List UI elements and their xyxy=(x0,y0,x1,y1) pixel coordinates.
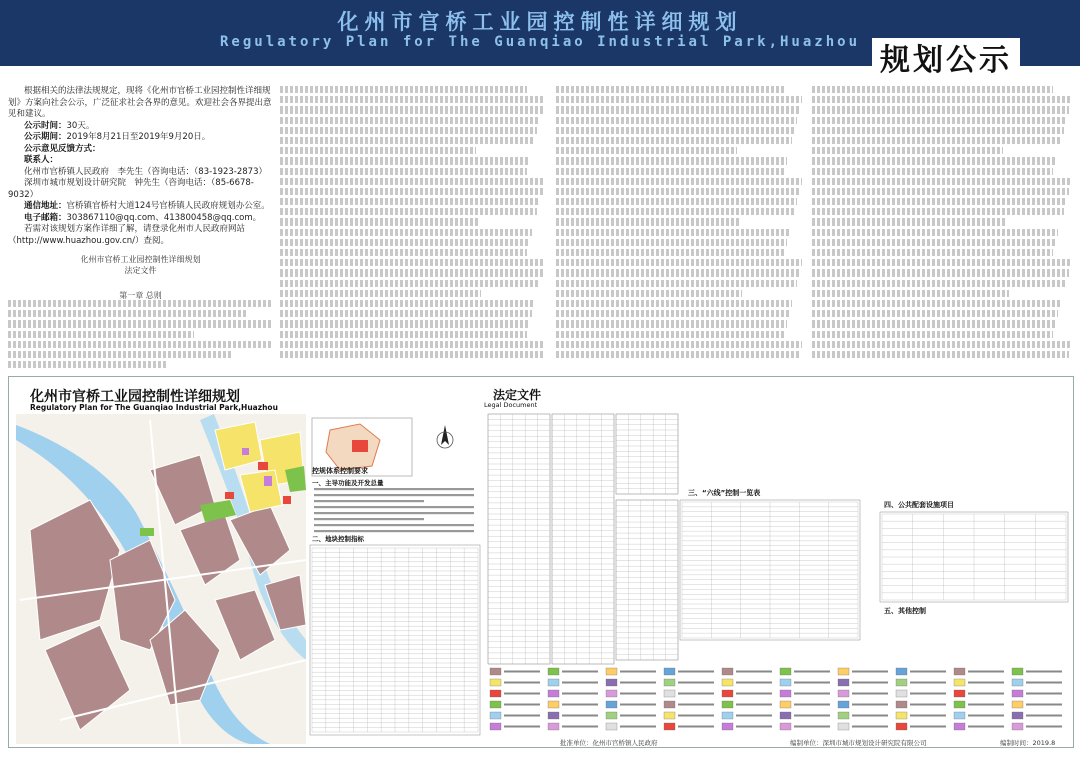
legend-swatch xyxy=(490,668,501,675)
legend-label xyxy=(736,715,772,717)
legend-swatch xyxy=(606,723,617,730)
legend-swatch xyxy=(548,712,559,719)
legend-swatch xyxy=(954,701,965,708)
section-e: 五、其他控制 xyxy=(884,607,926,615)
legal-title: 法定文件 xyxy=(493,388,542,402)
footer-date: 编制时间：2019.8 xyxy=(1000,739,1056,747)
commercial-block xyxy=(225,492,234,499)
control-text-line xyxy=(314,500,424,502)
legend-label xyxy=(736,704,772,706)
control-text-line xyxy=(314,494,474,496)
footer-designer: 编制单位：深圳市城市规划设计研究院有限公司 xyxy=(790,739,927,747)
legend-label xyxy=(910,693,946,695)
legend-swatch xyxy=(664,723,675,730)
announcement-label: 规划公示 xyxy=(872,38,1020,84)
legend-swatch xyxy=(606,712,617,719)
address-value: 官桥镇官桥村大道124号官桥镇人民政府规划办公室。 xyxy=(66,201,270,211)
legend-swatch xyxy=(1012,712,1023,719)
legend-swatch xyxy=(896,679,907,686)
legal-table xyxy=(552,414,614,664)
green-block xyxy=(140,528,154,536)
legend-swatch xyxy=(896,712,907,719)
legend-label xyxy=(620,671,656,673)
legend-swatch xyxy=(664,701,675,708)
legend-swatch xyxy=(780,679,791,686)
legal-table xyxy=(616,414,678,494)
legend-swatch xyxy=(722,690,733,697)
legend-label xyxy=(968,682,1004,684)
legend-label xyxy=(968,715,1004,717)
block-table-grid xyxy=(312,548,478,732)
legend-swatch xyxy=(1012,723,1023,730)
legend-label xyxy=(504,715,540,717)
legend-swatch xyxy=(896,701,907,708)
legend-swatch xyxy=(548,701,559,708)
legend-swatch xyxy=(548,723,559,730)
legend-label xyxy=(562,671,598,673)
legend-swatch xyxy=(664,679,675,686)
commercial-block xyxy=(258,462,268,470)
legend-label xyxy=(678,671,714,673)
legend-swatch xyxy=(838,690,849,697)
legend-label xyxy=(504,704,540,706)
banner-subtitle: Regulatory Plan for The Guanqiao Industrial Park,Huazhou xyxy=(219,34,860,50)
legend-swatch xyxy=(1012,679,1023,686)
legend-swatch xyxy=(548,690,559,697)
section-a: 一、主导功能及开发总量 xyxy=(312,479,384,487)
legend-swatch xyxy=(722,668,733,675)
doc-subtitle: 法定文件 xyxy=(124,266,157,275)
legend-label xyxy=(1026,726,1062,728)
feedback-label: 公示意见反馈方式： xyxy=(24,143,101,154)
legend-swatch xyxy=(838,679,849,686)
legend-label xyxy=(794,693,830,695)
legend-label xyxy=(910,671,946,673)
section-control: 控规体系控制要求 xyxy=(312,467,368,475)
control-text-line xyxy=(314,530,474,532)
legend-label xyxy=(910,682,946,684)
legend-label xyxy=(678,726,714,728)
legend-label xyxy=(1026,715,1062,717)
legend-swatch xyxy=(780,701,791,708)
period-label: 公示时间： xyxy=(24,120,67,131)
legend-swatch xyxy=(896,723,907,730)
email-label: 电子邮箱： xyxy=(24,212,67,223)
location-marker xyxy=(352,440,368,452)
control-text-line xyxy=(314,506,474,508)
legend-label xyxy=(852,682,888,684)
commercial-block xyxy=(283,496,291,504)
dates-value: 2019年8月21日至2019年9月20日。 xyxy=(66,132,211,142)
legend-label xyxy=(852,671,888,673)
legend-swatch xyxy=(1012,668,1023,675)
control-text-line xyxy=(314,524,474,526)
legend-swatch xyxy=(548,679,559,686)
legend-swatch xyxy=(954,679,965,686)
legend-label xyxy=(504,671,540,673)
legend-swatch xyxy=(954,690,965,697)
legend-swatch xyxy=(838,723,849,730)
control-text-line xyxy=(314,488,474,490)
legend-label xyxy=(562,715,598,717)
legend-label xyxy=(678,715,714,717)
board-subtitle: Regulatory Plan for The Guanqiao Industrial Park,Huazhou xyxy=(30,403,278,412)
map-legend xyxy=(490,668,1062,730)
legend-swatch xyxy=(1012,701,1023,708)
legend-label xyxy=(852,726,888,728)
legend-label xyxy=(678,682,714,684)
legend-swatch xyxy=(838,712,849,719)
legend-label xyxy=(620,726,656,728)
website-link[interactable]: 若需对该规划方案作详细了解，请登录化州市人民政府网站（http://www.huazhou.gov.cn/）查阅。 xyxy=(8,224,246,246)
legend-label xyxy=(620,704,656,706)
legend-swatch xyxy=(664,690,675,697)
legend-label xyxy=(910,715,946,717)
legend-label xyxy=(678,704,714,706)
contact-row-2: 深圳市城市规划设计研究院 钟先生（咨询电话：（85-6678-9032） xyxy=(8,178,254,200)
legend-label xyxy=(968,704,1004,706)
legend-label xyxy=(736,693,772,695)
legend-label xyxy=(562,726,598,728)
chapter-heading: 第一章 总则 xyxy=(119,291,162,300)
legend-label xyxy=(968,726,1004,728)
legend-swatch xyxy=(606,668,617,675)
legend-swatch xyxy=(490,690,501,697)
control-text-line xyxy=(314,512,474,514)
legend-label xyxy=(504,726,540,728)
legend-swatch xyxy=(722,701,733,708)
legend-swatch xyxy=(664,712,675,719)
control-text-line xyxy=(314,518,424,520)
section-b: 二、地块控制指标 xyxy=(312,535,364,543)
legend-label xyxy=(794,726,830,728)
legend-label xyxy=(1026,671,1062,673)
legend-label xyxy=(1026,682,1062,684)
legend-label xyxy=(736,726,772,728)
legend-label xyxy=(794,704,830,706)
legend-swatch xyxy=(606,690,617,697)
legend-label xyxy=(736,682,772,684)
legend-label xyxy=(620,682,656,684)
legend-label xyxy=(910,726,946,728)
legend-label xyxy=(562,693,598,695)
legend-swatch xyxy=(606,701,617,708)
legal-subtitle: Legal Document xyxy=(484,401,538,409)
legend-swatch xyxy=(896,668,907,675)
legend-label xyxy=(852,704,888,706)
legend-swatch xyxy=(606,679,617,686)
legend-label xyxy=(794,682,830,684)
legend-swatch xyxy=(954,712,965,719)
dates-label: 公示期间： xyxy=(24,132,67,142)
notice-intro: 根据相关的法律法规规定，现将《化州市官桥工业园控制性详细规划》方案向社会公示，广泛征求社会各界的意见。欢迎社会各界提出意见和建议。 xyxy=(8,86,272,119)
public-block xyxy=(264,476,272,486)
legend-label xyxy=(968,671,1004,673)
compass-icon xyxy=(437,425,453,448)
legend-label xyxy=(910,704,946,706)
legend-swatch xyxy=(780,690,791,697)
legend-swatch xyxy=(490,723,501,730)
legend-swatch xyxy=(838,668,849,675)
legend-swatch xyxy=(722,712,733,719)
legend-swatch xyxy=(780,712,791,719)
legend-label xyxy=(620,693,656,695)
legend-label xyxy=(504,682,540,684)
public-block xyxy=(242,448,249,455)
legend-swatch xyxy=(954,668,965,675)
board-title: 化州市官桥工业园控制性详细规划 xyxy=(30,389,240,405)
banner-title: 化州市官桥工业园控制性详细规划 xyxy=(337,10,743,34)
contact-row-1: 化州市官桥镇人民政府 李先生（咨询电话：（83-1923-2873） xyxy=(24,166,267,177)
legend-swatch xyxy=(664,668,675,675)
address-label: 通信地址： xyxy=(24,201,67,211)
legend-swatch xyxy=(490,712,501,719)
legend-label xyxy=(968,693,1004,695)
legal-table xyxy=(488,414,550,664)
footer-approval: 批准单位：化州市官桥镇人民政府 xyxy=(560,739,658,747)
legend-swatch xyxy=(1012,690,1023,697)
legend-label xyxy=(852,715,888,717)
legend-swatch xyxy=(780,723,791,730)
legend-label xyxy=(678,693,714,695)
legend-label xyxy=(1026,704,1062,706)
legend-swatch xyxy=(954,723,965,730)
email-value: 303867110@qq.com、413800458@qq.com。 xyxy=(66,212,262,223)
contact-label: 联系人： xyxy=(24,155,59,165)
legend-label xyxy=(736,671,772,673)
section-d: 四、公共配套设施项目 xyxy=(884,501,954,509)
legend-swatch xyxy=(722,679,733,686)
legend-label xyxy=(562,682,598,684)
legend-label xyxy=(794,715,830,717)
legend-swatch xyxy=(896,690,907,697)
legend-label xyxy=(1026,693,1062,695)
section-c: 三、“六线”控制一览表 xyxy=(688,489,761,497)
legend-label xyxy=(504,693,540,695)
legend-label xyxy=(794,671,830,673)
legend-swatch xyxy=(490,701,501,708)
legend-label xyxy=(562,704,598,706)
period-value: 30天。 xyxy=(66,120,95,131)
legal-table xyxy=(616,500,678,660)
legend-swatch xyxy=(838,701,849,708)
legend-swatch xyxy=(722,723,733,730)
legal-table-grid xyxy=(488,414,678,664)
legend-swatch xyxy=(780,668,791,675)
legend-label xyxy=(620,715,656,717)
legend-swatch xyxy=(548,668,559,675)
doc-title: 化州市官桥工业园控制性详细规划 xyxy=(80,255,201,264)
legend-swatch xyxy=(490,679,501,686)
legend-label xyxy=(852,693,888,695)
